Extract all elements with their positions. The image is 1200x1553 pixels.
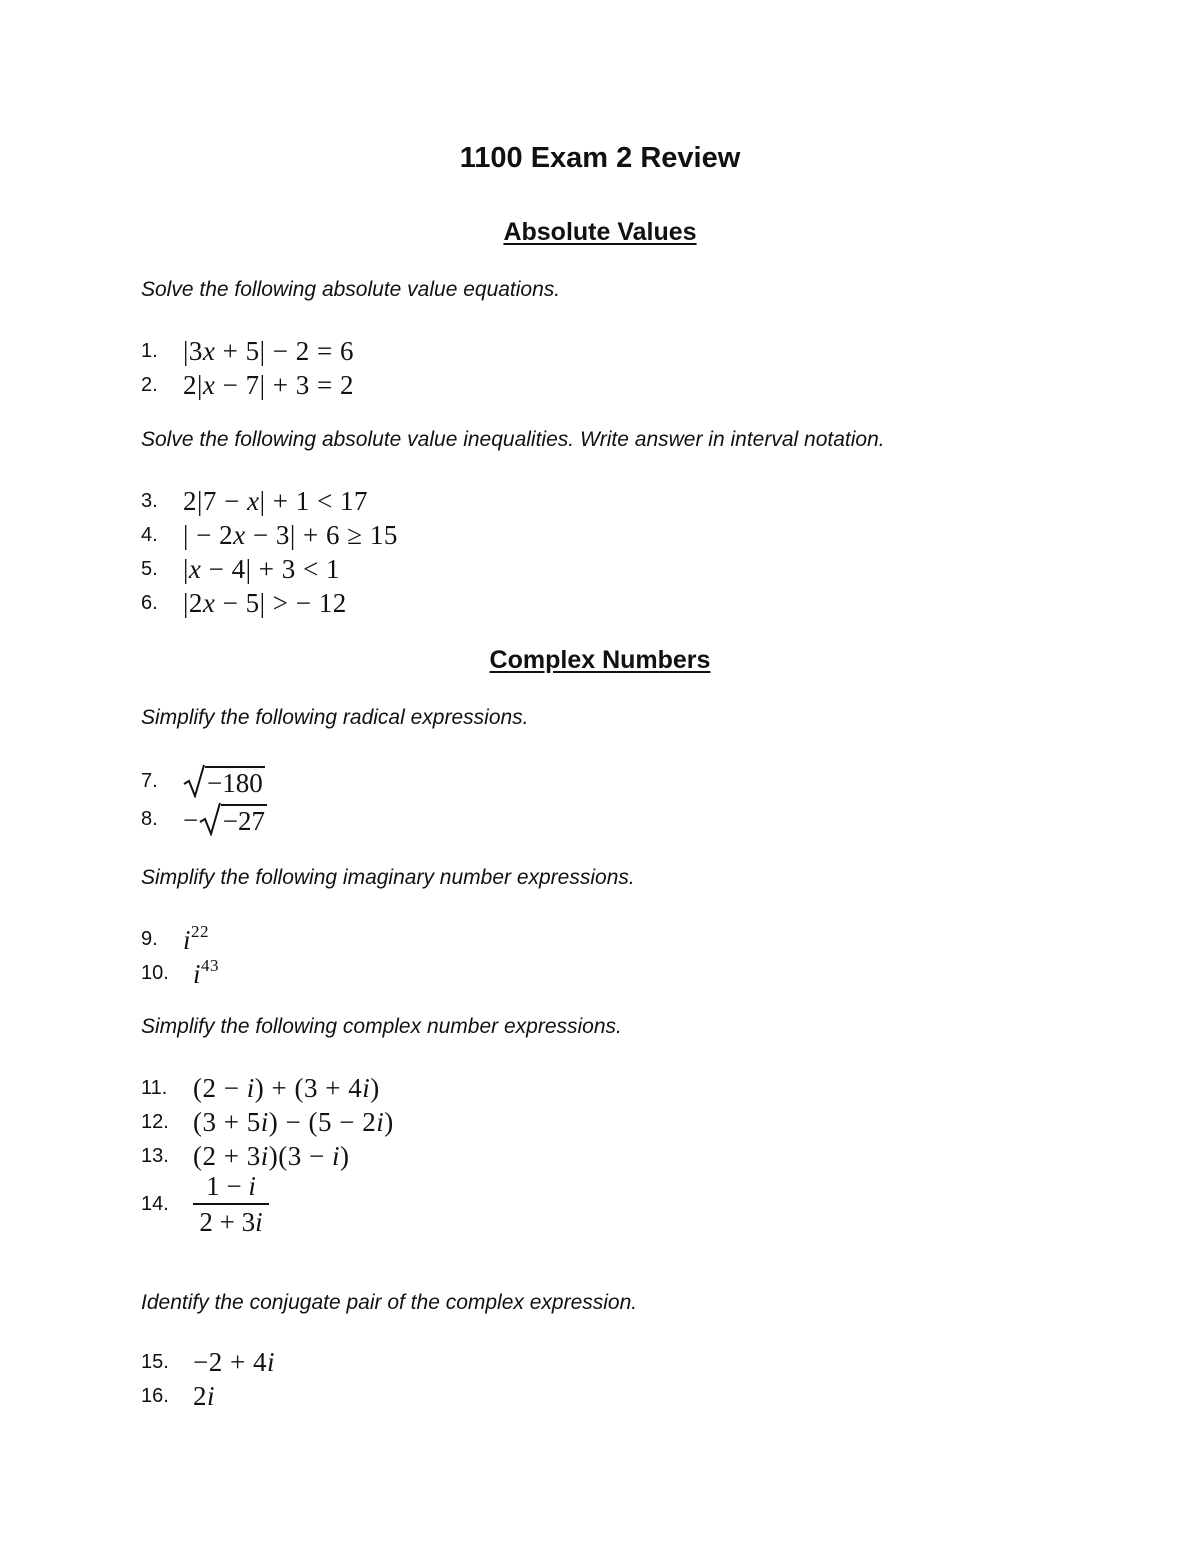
problem-expression <box>183 922 209 956</box>
problem-number: 10. <box>141 961 169 984</box>
problem-16 <box>141 1379 215 1413</box>
problem-expression: 2|7 − x| + 1 < 17 <box>183 485 368 516</box>
radical-expression <box>183 764 265 798</box>
problem-8 <box>141 802 267 836</box>
problem-3 <box>141 484 368 518</box>
problem-1 <box>141 334 354 368</box>
fraction-denominator: 2 + 3i <box>199 1207 263 1237</box>
problem-number: 3. <box>141 489 158 512</box>
problem-number: 5. <box>141 557 158 580</box>
fraction-expression <box>193 1169 269 1239</box>
problem-expression: (3 + 5i) − (5 − 2i) <box>193 1106 394 1137</box>
instruction-complex: Simplify the following complex number expressions. <box>141 1015 622 1038</box>
radicand: −180 <box>207 768 263 798</box>
exponent: 22 <box>191 922 210 941</box>
problem-number: 1. <box>141 339 158 362</box>
problem-expression: |3x + 5| − 2 = 6 <box>183 335 354 366</box>
fraction-numerator: 1 − i <box>206 1171 256 1201</box>
radical-expression <box>183 802 267 836</box>
problem-expression: 2|x − 7| + 3 = 2 <box>183 369 354 400</box>
problem-number: 2. <box>141 373 158 396</box>
problem-number: 6. <box>141 591 158 614</box>
square-root-icon <box>199 802 221 836</box>
problem-number: 9. <box>141 927 158 950</box>
problem-expression: |x − 4| + 3 < 1 <box>183 553 340 584</box>
problem-number: 7. <box>141 769 158 792</box>
problem-9 <box>141 922 209 956</box>
problem-number: 16. <box>141 1384 169 1407</box>
section-heading-complex-numbers: Complex Numbers <box>489 646 711 674</box>
instruction-imaginary: Simplify the following imaginary number expressions. <box>141 866 635 889</box>
exponent: 43 <box>201 956 220 975</box>
problem-4 <box>141 518 398 552</box>
page-title: 1100 Exam 2 Review <box>459 142 741 174</box>
problem-number: 13. <box>141 1144 169 1167</box>
radicand: −27 <box>222 806 265 836</box>
problem-expression: −2 + 4i <box>193 1346 275 1377</box>
problem-expression: |2x − 5| > − 12 <box>183 587 347 618</box>
instruction-abs-equations: Solve the following absolute value equations. <box>141 278 561 301</box>
instruction-conjugate: Identify the conjugate pair of the complex expression. <box>141 1291 638 1314</box>
problem-number: 15. <box>141 1350 169 1373</box>
problem-number: 4. <box>141 523 158 546</box>
problem-5 <box>141 552 340 586</box>
instruction-abs-inequalities: Solve the following absolute value inequalities. Write answer in interval notation. <box>141 428 885 451</box>
instruction-radicals: Simplify the following radical expressions. <box>141 706 529 729</box>
problem-number: 14. <box>141 1192 169 1215</box>
imaginary-base: i <box>193 959 202 989</box>
problem-number: 8. <box>141 807 158 830</box>
problem-expression: 2i <box>193 1380 216 1411</box>
problem-number: 12. <box>141 1110 169 1133</box>
square-root-icon <box>183 764 205 798</box>
problem-10 <box>141 956 219 990</box>
problem-15 <box>141 1345 275 1379</box>
problem-12 <box>141 1105 394 1139</box>
radical-prefix: − <box>183 805 199 835</box>
section-heading-absolute-values: Absolute Values <box>503 218 697 246</box>
problem-2 <box>141 368 354 402</box>
problem-expression: (2 + 3i)(3 − i) <box>193 1140 350 1171</box>
problem-11 <box>141 1071 380 1105</box>
problem-expression: (2 − i) + (3 + 4i) <box>193 1072 380 1103</box>
problem-expression <box>193 956 219 990</box>
problem-6 <box>141 586 347 620</box>
problem-7 <box>141 764 265 798</box>
problem-number: 11. <box>141 1076 168 1099</box>
problem-expression: | − 2x − 3| + 6 ≥ 15 <box>183 519 398 550</box>
imaginary-base: i <box>183 925 192 955</box>
problem-14 <box>141 1168 269 1240</box>
